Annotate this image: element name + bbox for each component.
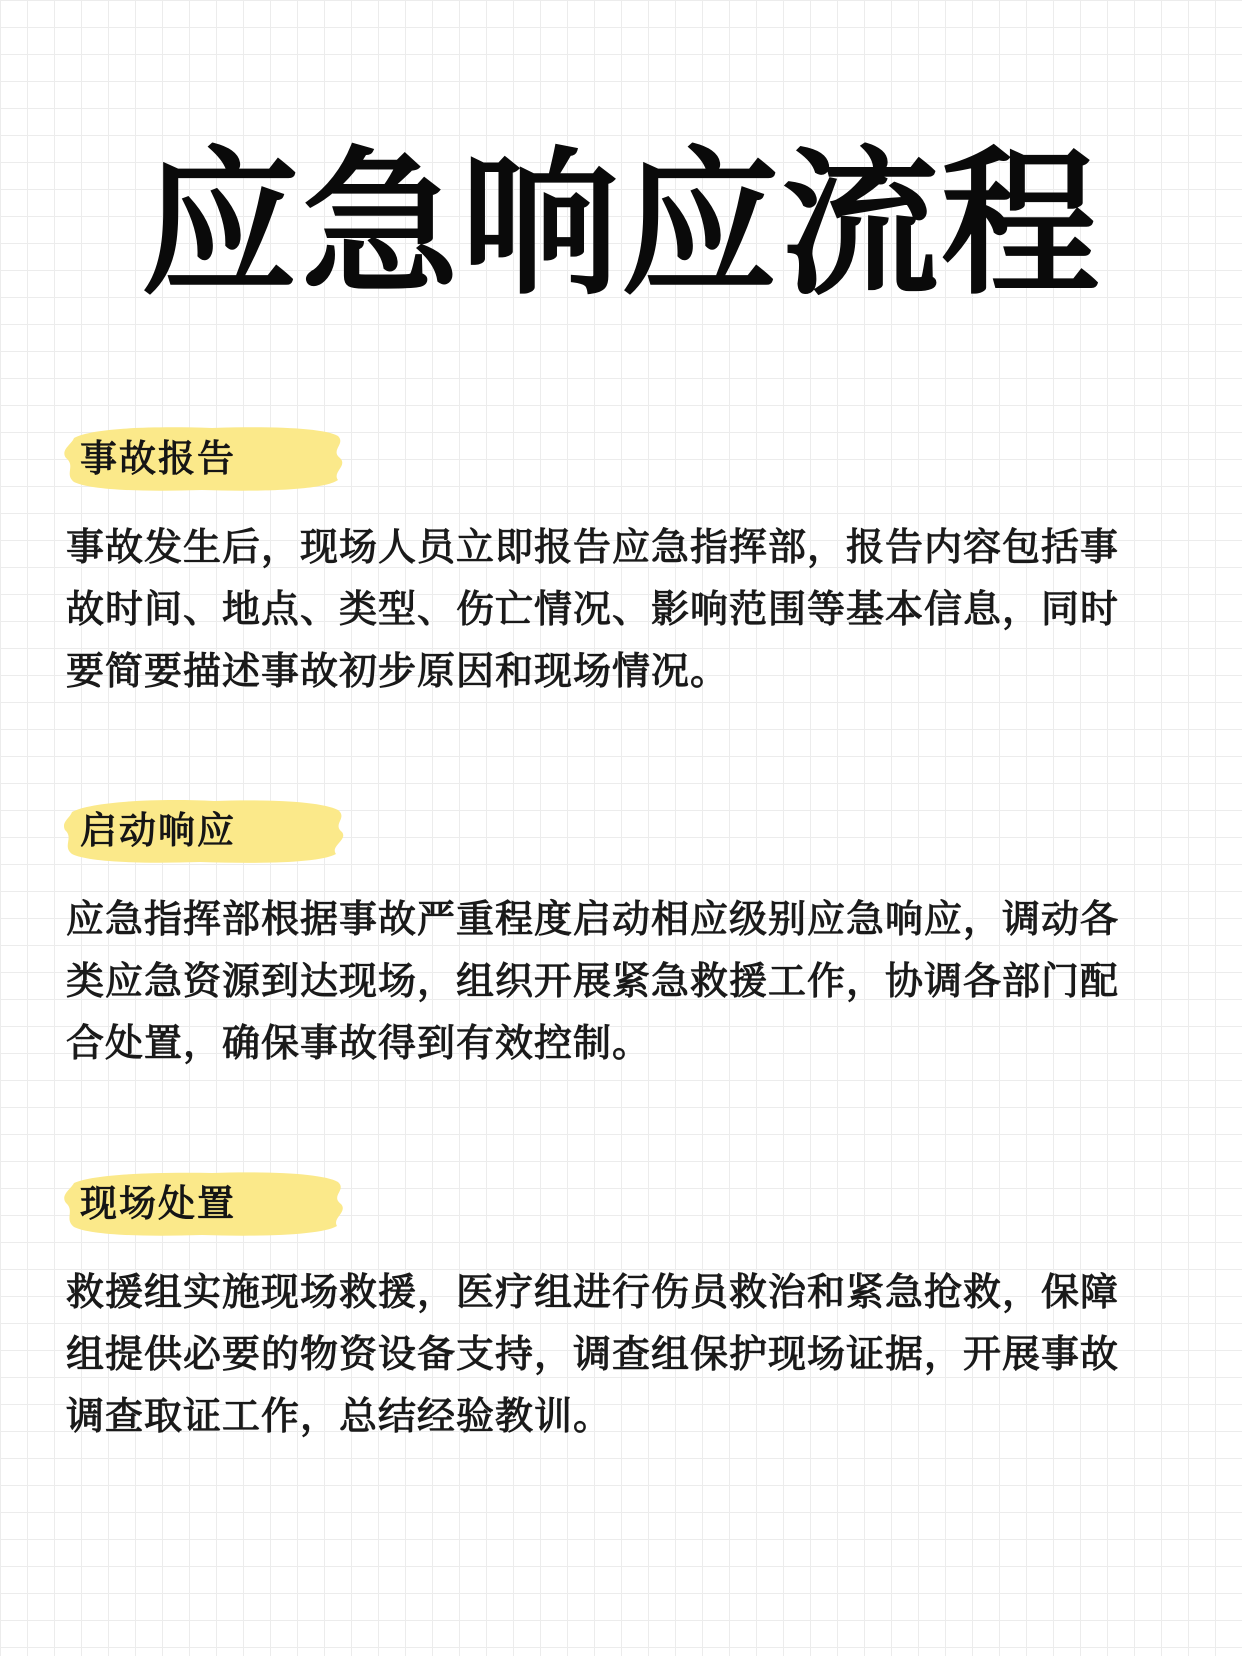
section-body: 事故发生后，现场人员立即报告应急指挥部，报告内容包括事故时间、地点、类型、伤亡情况、影响范围等基本信息，同时要简要描述事故初步原因和现场情况。 [66, 525, 1120, 693]
section-heading: 事故报告 [80, 437, 236, 480]
section-body: 应急指挥部根据事故严重程度启动相应级别应急响应，调动各类应急资源到达现场，组织开展紧急救援工作，协调各部门配合处置，确保事故得到有效控制。 [66, 897, 1120, 1065]
section-onsite-handling [66, 1169, 1186, 1447]
section-start-response [66, 796, 1186, 1074]
section-heading-wrap [66, 796, 1186, 866]
page-title: 应急响应流程 [141, 133, 1101, 317]
section-heading-wrap [66, 1169, 1186, 1239]
section-heading-wrap [66, 424, 1186, 494]
section-heading: 现场处置 [80, 1182, 236, 1225]
section-incident-report [66, 424, 1186, 702]
section-body: 救援组实施现场救援，医疗组进行伤员救治和紧急抢救，保障组提供必要的物资设备支持，调查组保护现场证据，开展事故调查取证工作，总结经验教训。 [66, 1270, 1120, 1438]
section-heading: 启动响应 [80, 809, 236, 852]
